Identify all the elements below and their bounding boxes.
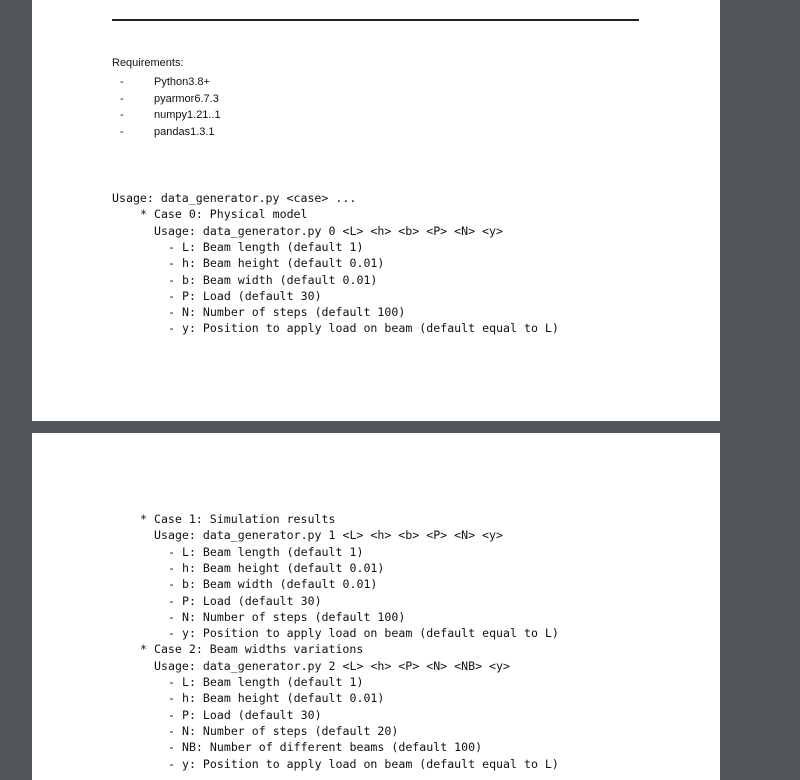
usage-line: - N: Number of steps (default 20)	[168, 723, 399, 738]
document-page-1	[32, 0, 720, 421]
usage-line: - b: Beam width (default 0.01)	[168, 577, 378, 592]
usage-line: - y: Position to apply load on beam (default equal to L)	[168, 321, 559, 336]
requirements-heading: Requirements:	[112, 57, 184, 69]
usage-line: - b: Beam width (default 0.01)	[168, 272, 378, 287]
usage-line: - N: Number of steps (default 100)	[168, 609, 406, 624]
requirement-item: - pandas1.3.1	[120, 124, 221, 141]
usage-line: - P: Load (default 30)	[168, 288, 322, 303]
usage-line: * Case 2: Beam widths variations	[140, 642, 364, 657]
usage-line: - h: Beam height (default 0.01)	[168, 256, 385, 271]
requirements-list	[120, 74, 221, 140]
usage-line: - N: Number of steps (default 100)	[168, 305, 406, 320]
usage-line: - y: Position to apply load on beam (default equal to L)	[168, 756, 559, 771]
usage-line: - h: Beam height (default 0.01)	[168, 691, 385, 706]
requirement-item: - Python3.8+	[120, 74, 221, 91]
header-rule	[112, 19, 639, 21]
usage-line: - y: Position to apply load on beam (default equal to L)	[168, 626, 559, 641]
usage-line: Usage: data_generator.py 1 <L> <h> <b> <P> <N> <y>	[154, 528, 504, 543]
usage-line: * Case 0: Physical model	[140, 207, 308, 222]
usage-line: - L: Beam length (default 1)	[168, 239, 364, 254]
document-page-2	[32, 433, 720, 780]
usage-line: - L: Beam length (default 1)	[168, 675, 364, 689]
usage-line: - NB: Number of different beams (default 100)	[168, 740, 483, 755]
requirement-item: - pyarmor6.7.3	[120, 91, 221, 108]
usage-line: Usage: data_generator.py 0 <L> <h> <b> <P> <N> <y>	[154, 223, 504, 238]
usage-line: Usage: data_generator.py 2 <L> <h> <P> <N> <NB> <y>	[154, 658, 510, 673]
usage-line: - P: Load (default 30)	[168, 707, 322, 722]
usage-line: * Case 1: Simulation results	[140, 512, 336, 526]
requirement-item: - numpy1.21..1	[120, 107, 221, 124]
usage-line: - P: Load (default 30)	[168, 593, 322, 608]
usage-line: Usage: data_generator.py <case> ...	[112, 191, 357, 205]
usage-line: - h: Beam height (default 0.01)	[168, 560, 385, 575]
usage-line: - L: Beam length (default 1)	[168, 544, 364, 559]
